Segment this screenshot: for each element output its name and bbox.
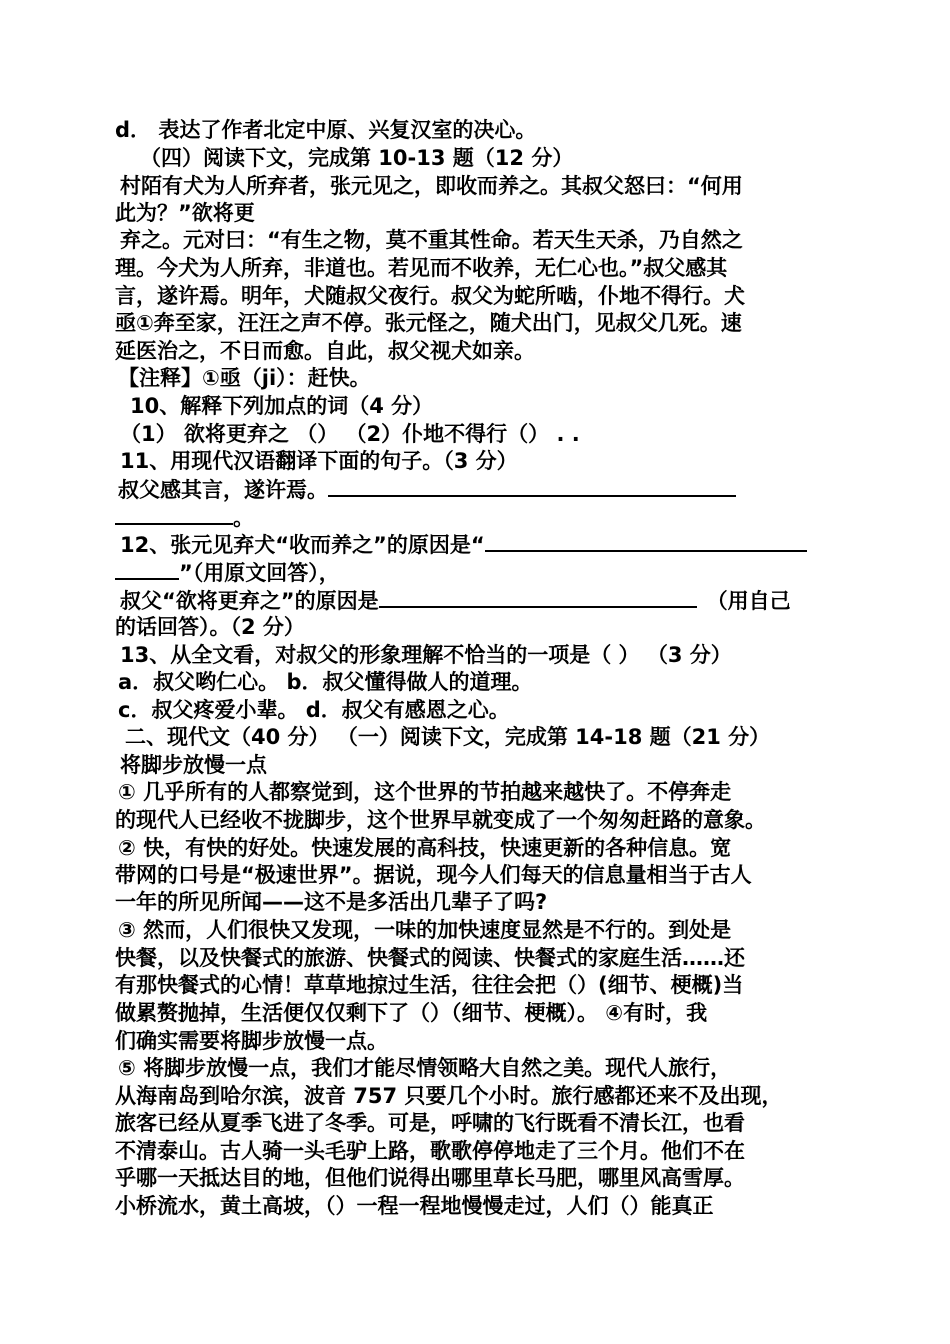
text-line: 村陌有犬为人所弃者，张元见之，即收而养之。其叔父怒曰：“何用 bbox=[120, 174, 743, 198]
question-12-note: ”（用原文回答）， bbox=[179, 561, 340, 585]
question-11-sentence: 叔父感其言，遂许焉。 bbox=[118, 478, 328, 502]
paragraph-line: 的现代人已经收不拢脚步，这个世界早就变成了一个匆匆赶路的意象。 bbox=[115, 808, 766, 832]
paragraph-line: 从海南岛到哈尔滨，波音 757 只要几个小时。旅行感都还来不及出现， bbox=[115, 1084, 783, 1108]
paragraph-line: 小桥流水，黄土高坡，（）一程一程地慢慢走过，人们（）能真正 bbox=[115, 1194, 714, 1218]
paragraph-line: ③ 然而，人们很快又发现，一味的加快速度显然是不行的。到处是 bbox=[118, 918, 732, 942]
article-title: 将脚步放慢一点 bbox=[120, 753, 267, 777]
question-10: 10、解释下列加点的词（4 分） bbox=[130, 394, 434, 418]
text-line: 理。今犬为人所弃，非道也。若见而不收养，无仁心也。”叔父感其 bbox=[115, 256, 728, 280]
question-12-text: 12、张元见弃犬“收而养之”的原因是“ bbox=[120, 533, 485, 557]
question-13-options-ab: a．叔父哟仁心。 b．叔父懂得做人的道理。 bbox=[118, 670, 533, 694]
paragraph-line: 不清泰山。古人骑一头毛驴上路，歌歌停停地走了三个月。他们不在 bbox=[115, 1139, 745, 1163]
question-10-items: （1） 欲将更弃之 （） （2）仆地不得行（） . . bbox=[120, 422, 580, 446]
section-heading: （四）阅读下文，完成第 10-13 题（12 分） bbox=[140, 146, 574, 170]
question-12-part2-note: （用自己 bbox=[706, 589, 791, 613]
answer-line-11 bbox=[118, 475, 848, 504]
question-12-part2-text: 叔父“欲将更弃之”的原因是 bbox=[120, 589, 379, 613]
answer-blank[interactable] bbox=[328, 475, 736, 497]
question-11: 11、用现代汉语翻译下面的句子。（3 分） bbox=[120, 449, 518, 473]
text-line: 言，遂许焉。明年，犬随叔父夜行。叔父为蛇所啮，仆地不得行。犬 bbox=[115, 284, 745, 308]
paragraph-line: ⑤ 将脚步放慢一点，我们才能尽情领略大自然之美。现代人旅行， bbox=[118, 1056, 732, 1080]
paragraph-line: ② 快，有快的好处。快速发展的高科技，快速更新的各种信息。宽 bbox=[118, 836, 732, 860]
question-13-options-cd: c．叔父疼爱小辈。 d．叔父有感恩之心。 bbox=[118, 698, 510, 722]
paragraph-line: 们确实需要将脚步放慢一点。 bbox=[115, 1029, 388, 1053]
answer-blank[interactable] bbox=[115, 503, 233, 525]
question-12-part2 bbox=[120, 586, 850, 615]
text-line: 的话回答）。（2 分） bbox=[115, 615, 305, 639]
text-line: 此为？”欲将更 bbox=[115, 201, 255, 225]
answer-blank[interactable] bbox=[115, 558, 179, 580]
answer-line-11-end bbox=[115, 503, 845, 532]
period-text: 。 bbox=[233, 506, 254, 530]
paragraph-line: ① 几乎所有的人都察觉到，这个世界的节拍越来越快了。不停奔走 bbox=[118, 780, 732, 804]
paragraph-line: 乎哪一天抵达目的地，但他们说得出哪里草长马肥，哪里风高雪厚。 bbox=[115, 1166, 745, 1190]
answer-blank[interactable] bbox=[485, 530, 807, 552]
paragraph-line: 旅客已经从夏季飞进了冬季。可是，呼啸的飞行既看不清长江，也看 bbox=[115, 1111, 745, 1135]
question-13: 13、从全文看，对叔父的形象理解不恰当的一项是（ ） （3 分） bbox=[120, 643, 732, 667]
text-line: 亟①奔至家，汪汪之声不停。张元怪之，随犬出门，见叔父几死。速 bbox=[115, 311, 742, 335]
paragraph-line: 快餐，以及快餐式的旅游、快餐式的阅读、快餐式的家庭生活……还 bbox=[115, 946, 745, 970]
section-heading: 二、现代文（40 分） （一）阅读下文，完成第 14-18 题（21 分） bbox=[125, 725, 771, 749]
question-12-cont bbox=[115, 558, 845, 587]
text-line: 弃之。元对曰：“有生之物，莫不重其性命。若天生天杀，乃自然之 bbox=[120, 228, 743, 252]
text-line: d． 表达了作者北定中原、兴复汉室的决心。 bbox=[115, 118, 537, 142]
text-line: 延医治之，不日而愈。自此，叔父视犬如亲。 bbox=[115, 339, 535, 363]
paragraph-line: 做累赘抛掉，生活便仅仅剩下了（）（细节、梗概）。 ④有时，我 bbox=[115, 1001, 708, 1025]
paragraph-line: 有那快餐式的心情！草草地掠过生活，往往会把（）(细节、梗概)当 bbox=[115, 973, 744, 997]
note-line: 【注释】①亟（ji）：赶快。 bbox=[118, 366, 371, 390]
paragraph-line: 带网的口号是“极速世界”。据说，现今人们每天的信息量相当于古人 bbox=[115, 863, 752, 887]
question-12 bbox=[120, 530, 850, 559]
answer-blank[interactable] bbox=[379, 586, 697, 608]
paragraph-line: 一年的所见所闻——这不是多活出几辈子了吗? bbox=[115, 890, 548, 914]
